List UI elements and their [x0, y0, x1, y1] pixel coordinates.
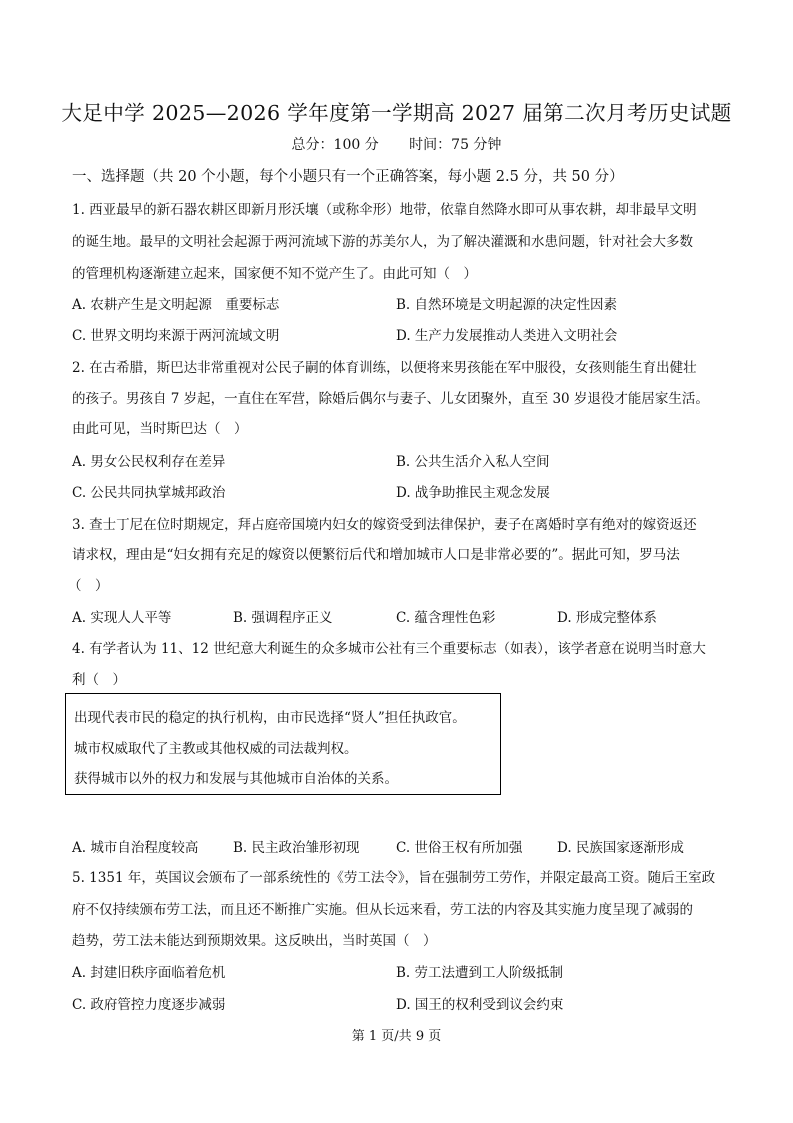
total-score: 总分：100 分 [291, 137, 379, 153]
exam-time: 时间：75 分钟 [409, 137, 502, 153]
question-2-line-3: 由此可见，当时斯巴达（ ） [72, 421, 248, 437]
section-heading: 一、选择题（共 20 个小题，每个小题只有一个正确答案，每小题 2.5 分，共 50 分） [72, 169, 624, 185]
question-3-line-3: （ ） [68, 578, 109, 594]
question-1-option-a: A. 农耕产生是文明起源 重要标志 [72, 297, 280, 313]
question-1-option-d: D. 生产力发展推动人类进入文明社会 [396, 328, 618, 344]
question-2-option-a: A. 男女公民权利存在差异 [72, 454, 226, 470]
question-5-line-3: 趋势，劳工法未能达到预期效果。这反映出，当时英国（ ） [72, 933, 437, 949]
table-row: 出现代表市民的稳定的执行机构，由市民选择“贤人”担任执政官。 [74, 710, 466, 726]
exam-title: 大足中学 2025—2026 学年度第一学期高 2027 届第二次月考历史试题 [61, 101, 732, 125]
table-row: 城市权威取代了主教或其他权威的司法裁判权。 [74, 741, 358, 757]
question-3-option-b: B. 强调程序正义 [233, 610, 333, 626]
question-4-line-1: 4. 有学者认为 11、12 世纪意大利诞生的众多城市公社有三个重要标志（如表），该学者意在说明当时意大 [72, 641, 706, 657]
question-1-option-c: C. 世界文明均来源于两河流域文明 [72, 328, 280, 344]
question-1-line-3: 的管理机构逐渐建立起来，国家便不知不觉产生了。由此可知（ ） [72, 266, 477, 282]
question-2-option-b: B. 公共生活介入私人空间 [396, 454, 550, 470]
question-1-line-1: 1. 西亚最早的新石器农耕区即新月形沃壤（或称伞形）地带，依靠自然降水即可从事农耕，却非最早文明 [72, 202, 697, 218]
question-3-option-d: D. 形成完整体系 [557, 610, 657, 626]
question-5-line-1: 5. 1351 年，英国议会颁布了一部系统性的《劳工法令》，旨在强制劳工劳作，并限定最高工资。随后王室政 [72, 870, 716, 886]
question-5-option-a: A. 封建旧秩序面临着危机 [72, 965, 226, 981]
question-3-option-a: A. 实现人人平等 [72, 610, 172, 626]
question-1-option-b: B. 自然环境是文明起源的决定性因素 [396, 297, 618, 313]
question-3-line-1: 3. 查士丁尼在位时期规定，拜占庭帝国境内妇女的嫁资受到法律保护，妻子在离婚时享有绝对的嫁资返还 [72, 517, 697, 533]
question-1-line-2: 的诞生地。最早的文明社会起源于两河流域下游的苏美尔人，为了解决灌溉和水患问题，针对社会大多数 [72, 234, 693, 250]
question-2-option-d: D. 战争助推民主观念发展 [396, 485, 550, 501]
question-4-option-d: D. 民族国家逐渐形成 [557, 840, 684, 856]
question-2-option-c: C. 公民共同执掌城邦政治 [72, 485, 226, 501]
question-5-line-2: 府不仅持续颁布劳工法，而且还不断推广实施。但从长远来看，劳工法的内容及其实施力度呈现了减弱的 [72, 902, 693, 918]
page-number: 第 1 页/共 9 页 [351, 1029, 442, 1044]
question-4-option-b: B. 民主政治雏形初现 [233, 840, 360, 856]
question-4-table [65, 693, 501, 795]
question-5-option-b: B. 劳工法遭到工人阶级抵制 [396, 965, 564, 981]
question-4-option-a: A. 城市自治程度较高 [72, 840, 199, 856]
table-row: 获得城市以外的权力和发展与其他城市自治体的关系。 [74, 771, 398, 787]
question-2-line-1: 2. 在古希腊，斯巴达非常重视对公民子嗣的体育训练，以便将来男孩能在军中服役，女孩则能生育出健壮 [72, 360, 697, 376]
question-4-line-2: 利（ ） [72, 672, 126, 688]
question-3-line-2: 请求权，理由是“妇女拥有充足的嫁资以便繁衍后代和增加城市人口是非常必要的”。据此可知，罗马法 [72, 547, 680, 563]
question-2-line-2: 的孩子。男孩自 7 岁起，一直住在军营，除婚后偶尔与妻子、儿女团聚外，直至 30 岁退役才能居家生活。 [72, 391, 709, 407]
exam-info [0, 134, 793, 154]
question-3-option-c: C. 蕴含理性色彩 [396, 610, 496, 626]
question-5-option-c: C. 政府管控力度逐步减弱 [72, 997, 226, 1013]
question-5-option-d: D. 国王的权利受到议会约束 [396, 997, 564, 1013]
question-4-option-c: C. 世俗王权有所加强 [396, 840, 523, 856]
